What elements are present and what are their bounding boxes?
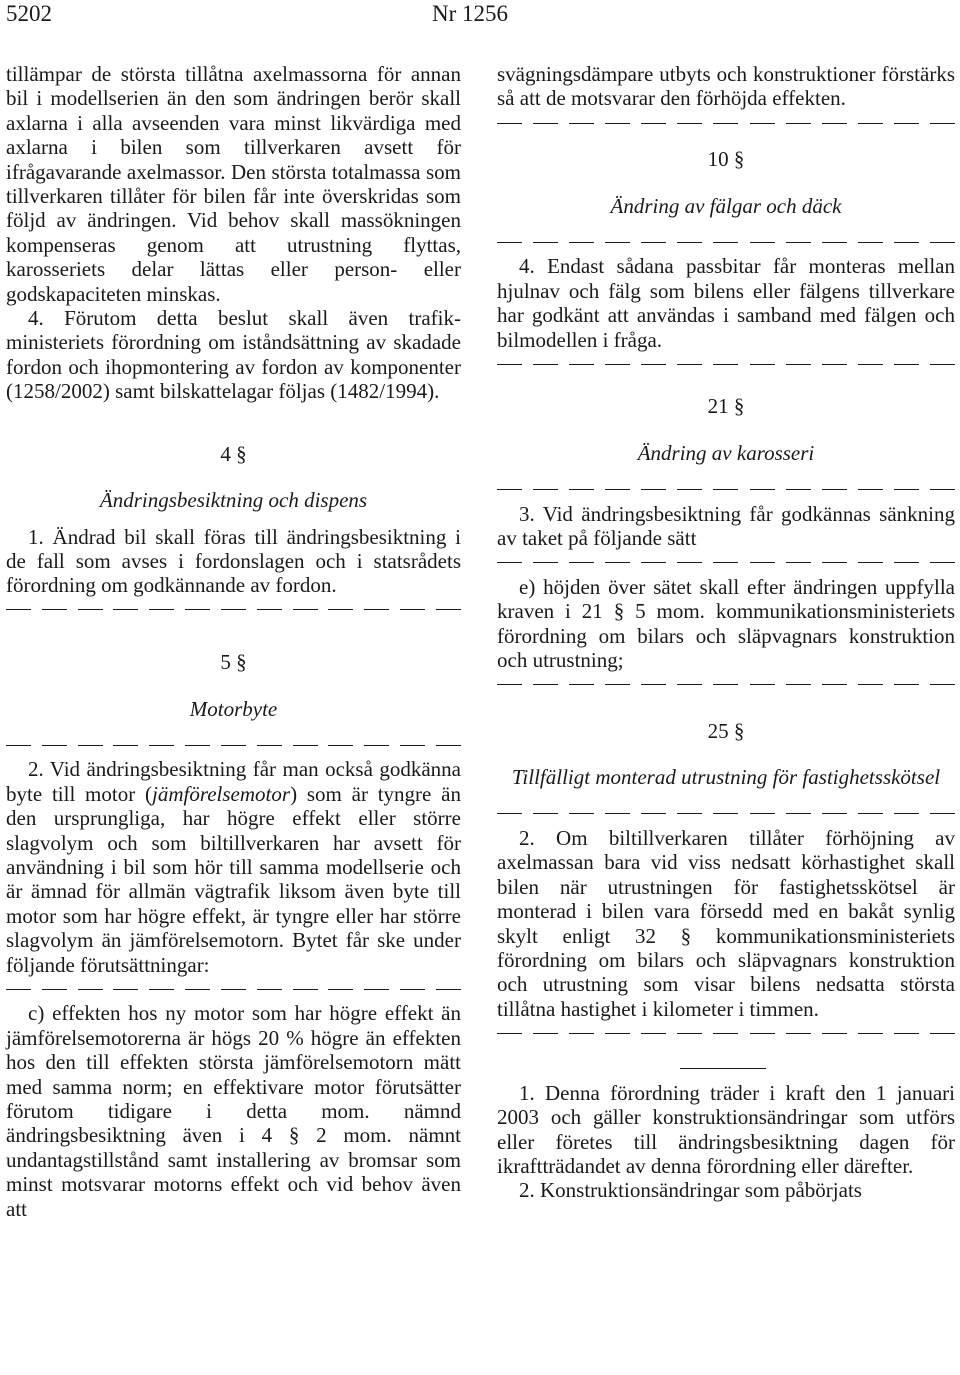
omission-dashes <box>497 802 955 826</box>
paragraph: 2. Konstruktionsändringar som påbörjats <box>519 1178 862 1203</box>
omission-dashes <box>6 598 461 622</box>
omission-dashes <box>497 352 955 376</box>
paragraph: 2. Om biltillverkaren tillåter förhöjning av axelmassan bara vid viss nedsatt körhastighet skall bilen när utrustningen för fastighetsskötsel är monterad i bilen vara försedd med en bakåt synlig skylt enligt 32 § kommunikationsministeriets förordning om bilars och släpvagnars konstruktion och utrustning som visar bilens nedsatta största tillåtna hastighet i kilometer i timmen. <box>497 826 955 1021</box>
page-header <box>0 0 960 30</box>
section-title: Ändring av fälgar och däck <box>610 193 842 218</box>
section-title: Tillfälligt monterad utrustning för fastighetsskötsel <box>511 765 941 790</box>
section-number: 21 § <box>707 394 745 419</box>
section-number: 4 § <box>220 441 247 466</box>
paragraph: 1. Ändrad bil skall föras till ändringsbesiktning i de fall som avses i fordonslagen och i statsrådets förordning om godkännande av fordon. <box>6 524 461 598</box>
omission-dashes <box>497 672 955 696</box>
section-number: 25 § <box>707 718 745 743</box>
paragraph: tillämpar de största tillåtna axelmassorna för annan bil i modellserien än den som ändringen berör skall axlarna i alla avseenden vara minst likvärdiga med axlarna i bilen som tillverkaren avsett för ifrågavarande axelmassor. Den största totalmassa som tillverkaren tillåter för bilen får inte överskridas som följd av ändringen. Vid behov skall massökningen kompenseras genom att utrustning flyttas, karosseriets delar lättas eller person- eller godskapaciteten minskas. <box>6 62 461 306</box>
paragraph: e) höjden över sätet skall efter ändringen uppfylla kraven i 21 § 5 mom. kommunikationsministeriets förordning om bilars och släpvagnars konstruktion och utrustning; <box>497 574 955 673</box>
section-title: Ändringsbesiktning och dispens <box>99 488 368 513</box>
page-number: 5202 <box>6 1 52 26</box>
paragraph: 2. Vid ändringsbesiktning får man också godkänna byte till motor (jämförelsemotor) som är tyngre än den ursprungliga, har högre effekt eller större slagvolym och som biltillverkaren har avsett för användning i bil som hör till samma modellserie och är ämnad för allmän vägtrafik liksom även byte till motor som har högre effekt, är tyngre eller har större slagvolym än jämförelsemotorn. Bytet får ske under följande förutsättningar: <box>6 757 461 977</box>
paragraph: 3. Vid ändringsbesiktning får godkännas sänkning av taket på följande sätt <box>497 501 955 551</box>
issue-number: Nr 1256 <box>432 1 509 26</box>
omission-dashes <box>497 111 955 135</box>
paragraph: 1. Denna förordning träder i kraft den 1 januari 2003 och gäller konstruktionsändringar som utförs eller företes till ändringsbesiktning dagen för ikraftträdandet av denna förordning eller därefter. <box>497 1080 955 1178</box>
paragraph: svägningsdämpare utbyts och konstruktioner förstärks så att de motsvarar den förhöjda effekten. <box>497 62 955 111</box>
right-column <box>497 62 955 1203</box>
paragraph: 4. Endast sådana passbitar får monteras mellan hjulnav och fälg som bilens eller fälgens tillverkare har godkänt att användas i samband med fälgen och bilmodellen i fråga. <box>497 254 955 352</box>
omission-dashes <box>497 1021 955 1045</box>
section-number: 5 § <box>220 650 247 675</box>
omission-dashes <box>497 230 955 254</box>
emphasis: jämförelsemotor <box>152 781 291 806</box>
omission-dashes <box>6 977 461 1001</box>
section-title: Motorbyte <box>189 696 278 721</box>
section-title: Ändring av karosseri <box>637 440 815 465</box>
paragraph: 4. Förutom detta beslut skall även trafikministeriets förordning om iståndsättning av skadade fordon och ihopmontering av fordon av komponenter (1258/2002) samt bilskattelagar följas (1482/1994). <box>6 306 461 404</box>
omission-dashes <box>6 733 461 757</box>
paragraph: c) effekten hos ny motor som har högre effekt än jämförelsemotorerna är högs 20 % högre än effekten hos den till effekten största jämförelsemotorn mätt med samma norm; en effektivare motor förutsätter förutom tidigare i detta mom. nämnd ändringsbesiktning även i 4 § 2 mom. nämnt undantagstillstånd samt installering av bromsar som minst motsvarar motorns effekt och vid behov även att <box>6 1001 461 1221</box>
section-number: 10 § <box>707 147 745 172</box>
omission-dashes <box>497 477 955 501</box>
omission-dashes <box>497 550 955 574</box>
left-column <box>6 62 461 1221</box>
